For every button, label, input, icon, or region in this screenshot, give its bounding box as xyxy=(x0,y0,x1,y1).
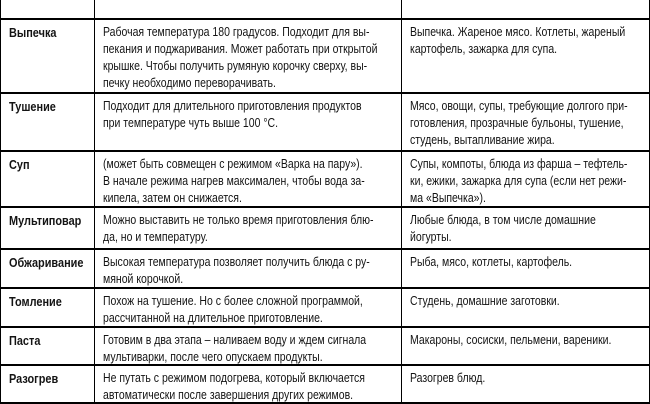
description-cell xyxy=(95,366,402,402)
description-cell xyxy=(95,152,402,206)
table-row-empty xyxy=(1,0,649,18)
mode-cell xyxy=(1,0,95,18)
description-cell xyxy=(95,94,402,150)
description-text: Готовим в два этапа – наливаем воду и ждем сигнала мультиварки, после чего опускаем продукты. xyxy=(103,333,367,364)
mode-label: Разогрев xyxy=(9,371,59,386)
dishes-cell xyxy=(402,152,649,206)
description-text: Высокая температура позволяет получить блюда с ру- мяной корочкой. xyxy=(103,255,370,286)
mode-label: Суп xyxy=(9,157,30,172)
description-text: Не путать с режимом подогрева, который включается автоматически после завершения других режимов. xyxy=(103,371,366,402)
dishes-cell xyxy=(402,366,649,402)
description-cell xyxy=(95,289,402,326)
dishes-text: Любые блюда, в том числе домашние йогурты. xyxy=(410,213,596,244)
mode-cell xyxy=(1,289,95,326)
description-cell xyxy=(95,20,402,92)
table-row-multipovar xyxy=(1,206,649,248)
table-row-tushenie xyxy=(1,92,649,150)
dishes-text: Разогрев блюд. xyxy=(410,371,486,385)
table-row-sup xyxy=(1,150,649,206)
dishes-text: Макароны, сосиски, пельмени, вареники. xyxy=(410,333,612,347)
description-text: Подходит для длительного приготовления продуктов при температуре чуть выше 100 °C. xyxy=(103,99,362,130)
dishes-text: Мясо, овощи, супы, требующие долгого при- готовления, прозрачные бульоны, тушение, студень, вытапливание жира. xyxy=(410,99,628,147)
description-cell xyxy=(95,328,402,364)
mode-label: Выпечка xyxy=(9,25,57,40)
dishes-cell xyxy=(402,208,649,248)
dishes-text: Супы, компоты, блюда из фарша – тефтель- ки, ежики, зажарка для супа (если нет режи- ма «Выпечка»). xyxy=(410,157,628,205)
table-row-obzharivanie xyxy=(1,248,649,287)
description-text: Рабочая температура 180 градусов. Подходит для вы- пекания и поджаривания. Может работать при открытой крышке. Чтобы получить румяную корочку сверху, вы- печку необходимо переворачивать. xyxy=(103,25,378,90)
dishes-text: Студень, домашние заготовки. xyxy=(410,294,560,308)
mode-label: Обжаривание xyxy=(9,255,84,270)
mode-cell xyxy=(1,20,95,92)
dishes-cell xyxy=(402,0,649,18)
table-row-pasta xyxy=(1,326,649,364)
mode-label: Томление xyxy=(9,294,62,309)
mode-label: Мультиповар xyxy=(9,213,82,228)
table-row-razogrev xyxy=(1,364,649,402)
dishes-cell xyxy=(402,289,649,326)
mode-cell xyxy=(1,328,95,364)
dishes-cell xyxy=(402,328,649,364)
mode-cell xyxy=(1,208,95,248)
dishes-text: Рыба, мясо, котлеты, картофель. xyxy=(410,255,573,269)
description-text: Можно выставить не только время приготовления блю- да, но и температуру. xyxy=(103,213,374,244)
dishes-cell xyxy=(402,20,649,92)
mode-label: Тушение xyxy=(9,99,56,114)
description-cell xyxy=(95,208,402,248)
mode-cell xyxy=(1,94,95,150)
dishes-cell xyxy=(402,94,649,150)
description-cell xyxy=(95,0,402,18)
mode-label: Паста xyxy=(9,333,41,348)
dishes-cell xyxy=(402,250,649,287)
mode-cell xyxy=(1,366,95,402)
description-cell xyxy=(95,250,402,287)
dishes-text: Выпечка. Жареное мясо. Котлеты, жареный картофель, зажарка для супа. xyxy=(410,25,626,56)
table-row-tomlenie xyxy=(1,287,649,326)
description-text: Похож на тушение. Но с более сложной программой, рассчитанной на длительное приготовление. xyxy=(103,294,363,325)
table-row-vypechka xyxy=(1,18,649,92)
mode-cell xyxy=(1,152,95,206)
mode-cell xyxy=(1,250,95,287)
description-text: (может быть совмещен с режимом «Варка на пару»). В начале режима нагрев максимален, чтобы вода за- кипела, затем он снижается. xyxy=(103,157,365,205)
